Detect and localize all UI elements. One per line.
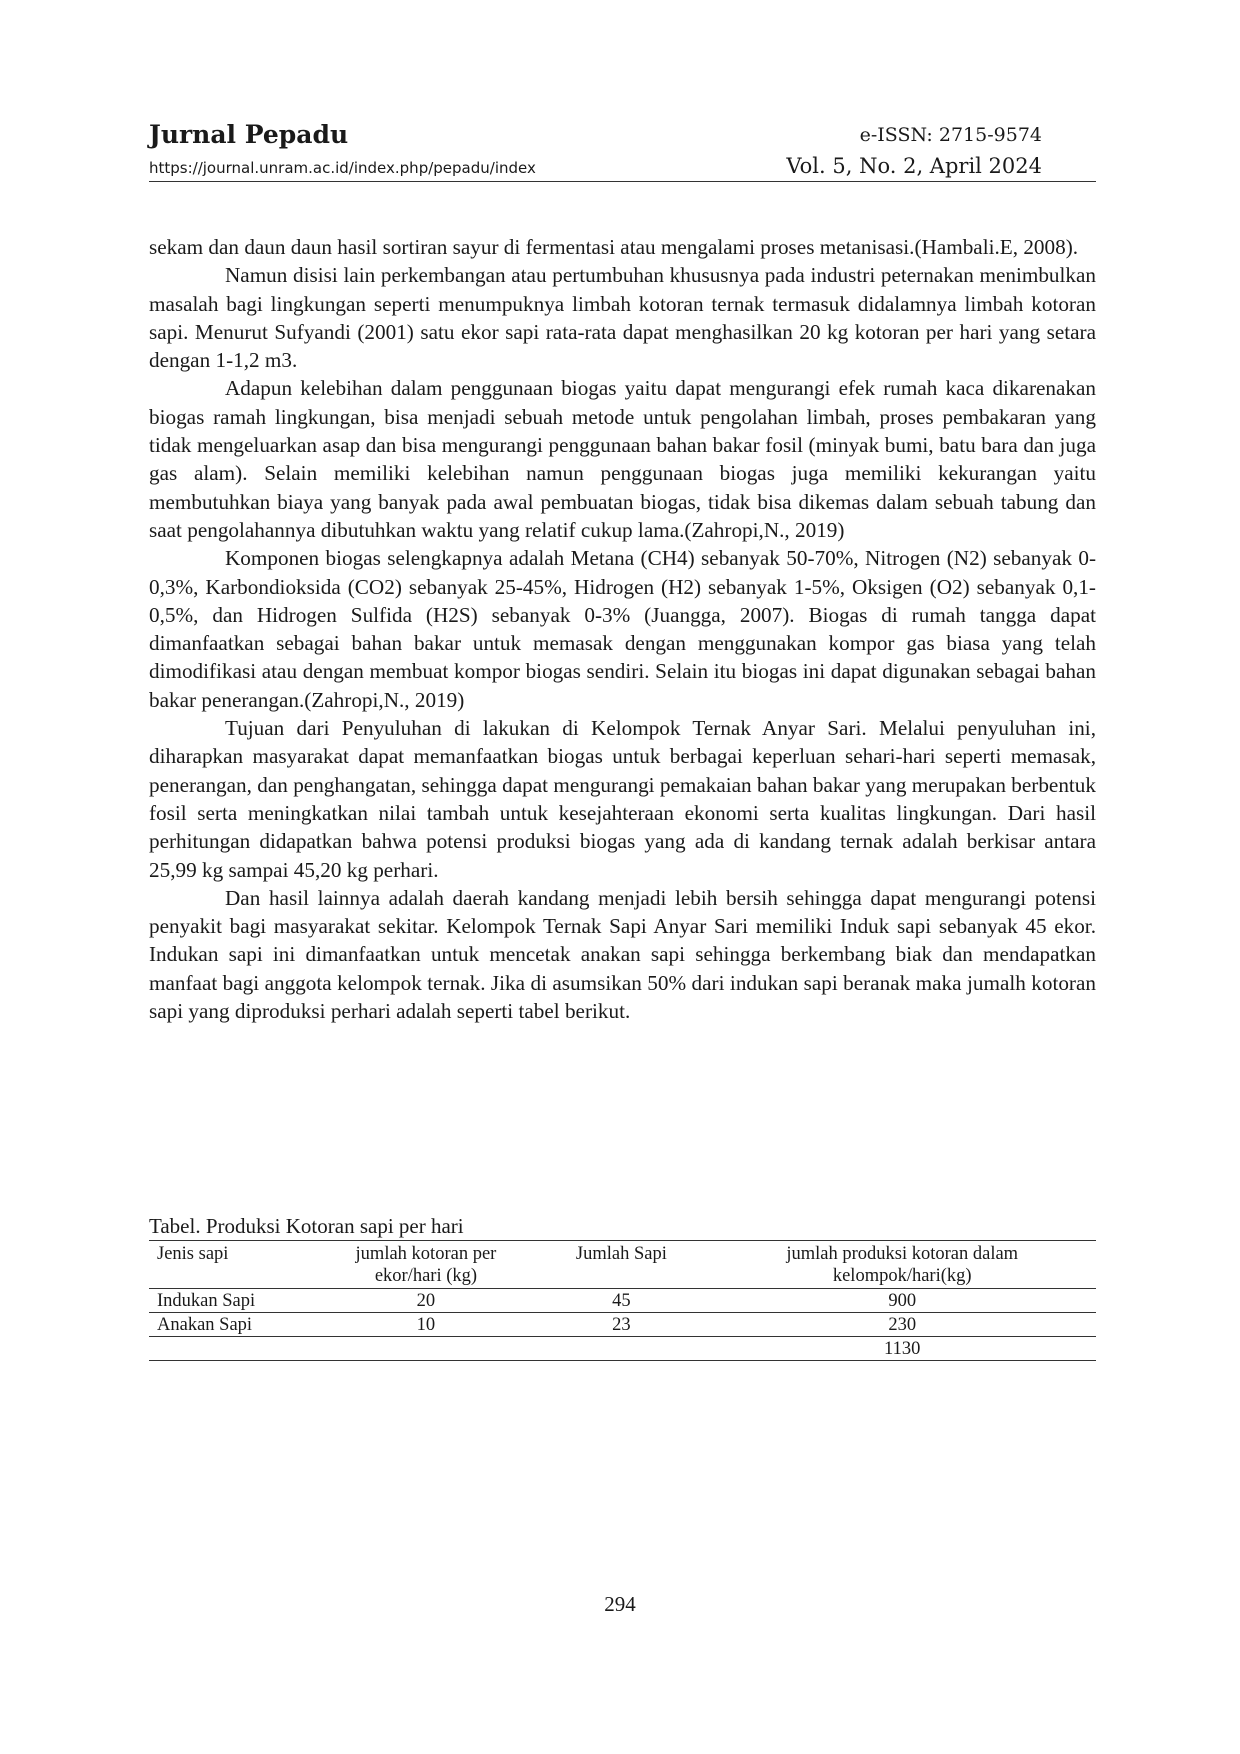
table-row [149, 1289, 1096, 1313]
cell-kotoran: 20 [318, 1289, 535, 1313]
cell-jumlah: 45 [534, 1289, 708, 1313]
table-header-row [149, 1241, 1096, 1289]
paragraph-3: Adapun kelebihan dalam penggunaan biogas yaitu dapat mengurangi efek rumah kaca dikarenakan biogas ramah lingkungan, bisa menjadi sebuah metode untuk pengolahan limbah, proses pembakaran yang tidak mengeluarkan asap dan bisa mengurangi penggunaan bahan bakar fosil (minyak bumi, batu bara dan juga gas alam). Selain memiliki kelebihan namun penggunaan biogas juga memiliki kekurangan yaitu membutuhkan biaya yang banyak pada awal pembuatan biogas, tidak bisa dikemas dalam sebuah tabung dan saat pengolahannya dibutuhkan waktu yang relatif cukup lama.(Zahropi,N., 2019) [149, 376, 1096, 542]
paragraph-6: Dan hasil lainnya adalah daerah kandang menjadi lebih bersih sehingga dapat mengurangi potensi penyakit bagi masyarakat sekitar. Kelompok Ternak Sapi Anyar Sari memiliki Induk sapi sebanyak 45 ekor. Indukan sapi ini dimanfaatkan untuk mencetak anakan sapi sehingga berkembang biak dan mendapatkan manfaat bagi anggota kelompok ternak. Jika di asumsikan 50% dari indukan sapi beranak maka jumalh kotoran sapi yang diproduksi perhari adalah seperti tabel berikut. [149, 885, 1096, 1024]
journal-url[interactable]: https://journal.unram.ac.id/index.php/pepadu/index [149, 159, 536, 177]
header-produksi-kelompok: jumlah produksi kotoran dalam kelompok/hari(kg) [708, 1241, 1096, 1289]
header-jumlah-sapi: Jumlah Sapi [534, 1241, 708, 1289]
cell-produksi: 230 [708, 1313, 1096, 1337]
journal-header-right [786, 122, 1042, 180]
cell-jenis [149, 1337, 318, 1361]
paragraph-1: sekam dan daun daun hasil sortiran sayur di fermentasi atau mengalami proses metanisasi.(Hambali.E, 2008). [149, 235, 1079, 259]
paragraph-5: Tujuan dari Penyuluhan di lakukan di Kelompok Ternak Anyar Sari. Melalui penyuluhan ini, diharapkan masyarakat dapat memanfaatkan biogas untuk berbagai keperluan sehari-hari seperti memasak, penerangan, dan penghangatan, sehingga dapat mengurangi pemakaian bahan bakar yang merupakan berbentuk fosil serta meningkatkan nilai tambah untuk kesejahteraan ekonomi serta kualitas lingkungan. Dari hasil perhitungan didapatkan bahwa potensi produksi biogas yang ada di kandang ternak adalah berkisar antara 25,99 kg sampai 45,20 kg perhari. [149, 716, 1096, 882]
cell-total: 1130 [708, 1337, 1096, 1361]
cell-kotoran: 10 [318, 1313, 535, 1337]
volume-info: Vol. 5, No. 2, April 2024 [786, 154, 1042, 178]
issn: e-ISSN: 2715-9574 [859, 124, 1042, 146]
table-row [149, 1313, 1096, 1337]
article-body [149, 233, 1096, 1025]
cell-jenis: Anakan Sapi [149, 1313, 318, 1337]
journal-header-left [149, 120, 536, 178]
cell-kotoran [318, 1337, 535, 1361]
page-number: 294 [604, 1592, 636, 1616]
table-total-row [149, 1337, 1096, 1361]
paragraph-4: Komponen biogas selengkapnya adalah Metana (CH4) sebanyak 50-70%, Nitrogen (N2) sebanyak 0-0,3%, Karbondioksida (CO2) sebanyak 25-45%, Hidrogen (H2) sebanyak 1-5%, Oksigen (O2) sebanyak 0,1-0,5%, dan Hidrogen Sulfida (H2S) sebanyak 0-3% (Juangga, 2007). Biogas di rumah tangga dapat dimanfaatkan sebagai bahan bakar untuk memasak dengan menggunakan kompor gas biasa yang telah dimodifikasi atau dengan membuat kompor biogas sendiri. Selain itu biogas ini dapat digunakan sebagai bahan bakar penerangan.(Zahropi,N., 2019) [149, 546, 1096, 712]
header-kotoran-per-ekor: jumlah kotoran per ekor/hari (kg) [318, 1241, 535, 1289]
production-table [149, 1240, 1096, 1361]
cell-jumlah [534, 1337, 708, 1361]
header-divider [149, 181, 1096, 182]
table-caption: Tabel. Produksi Kotoran sapi per hari [149, 1214, 464, 1238]
cell-jenis: Indukan Sapi [149, 1289, 318, 1313]
cell-produksi: 900 [708, 1289, 1096, 1313]
paragraph-2: Namun disisi lain perkembangan atau pertumbuhan khususnya pada industri peternakan menimbulkan masalah bagi lingkungan seperti menumpuknya limbah kotoran ternak termasuk didalamnya limbah kotoran sapi. Menurut Sufyandi (2001) satu ekor sapi rata-rata dapat menghasilkan 20 kg kotoran per hari yang setara dengan 1-1,2 m3. [149, 263, 1096, 373]
cell-jumlah: 23 [534, 1313, 708, 1337]
header-jenis-sapi: Jenis sapi [149, 1241, 318, 1289]
journal-title: Jurnal Pepadu [149, 120, 349, 149]
